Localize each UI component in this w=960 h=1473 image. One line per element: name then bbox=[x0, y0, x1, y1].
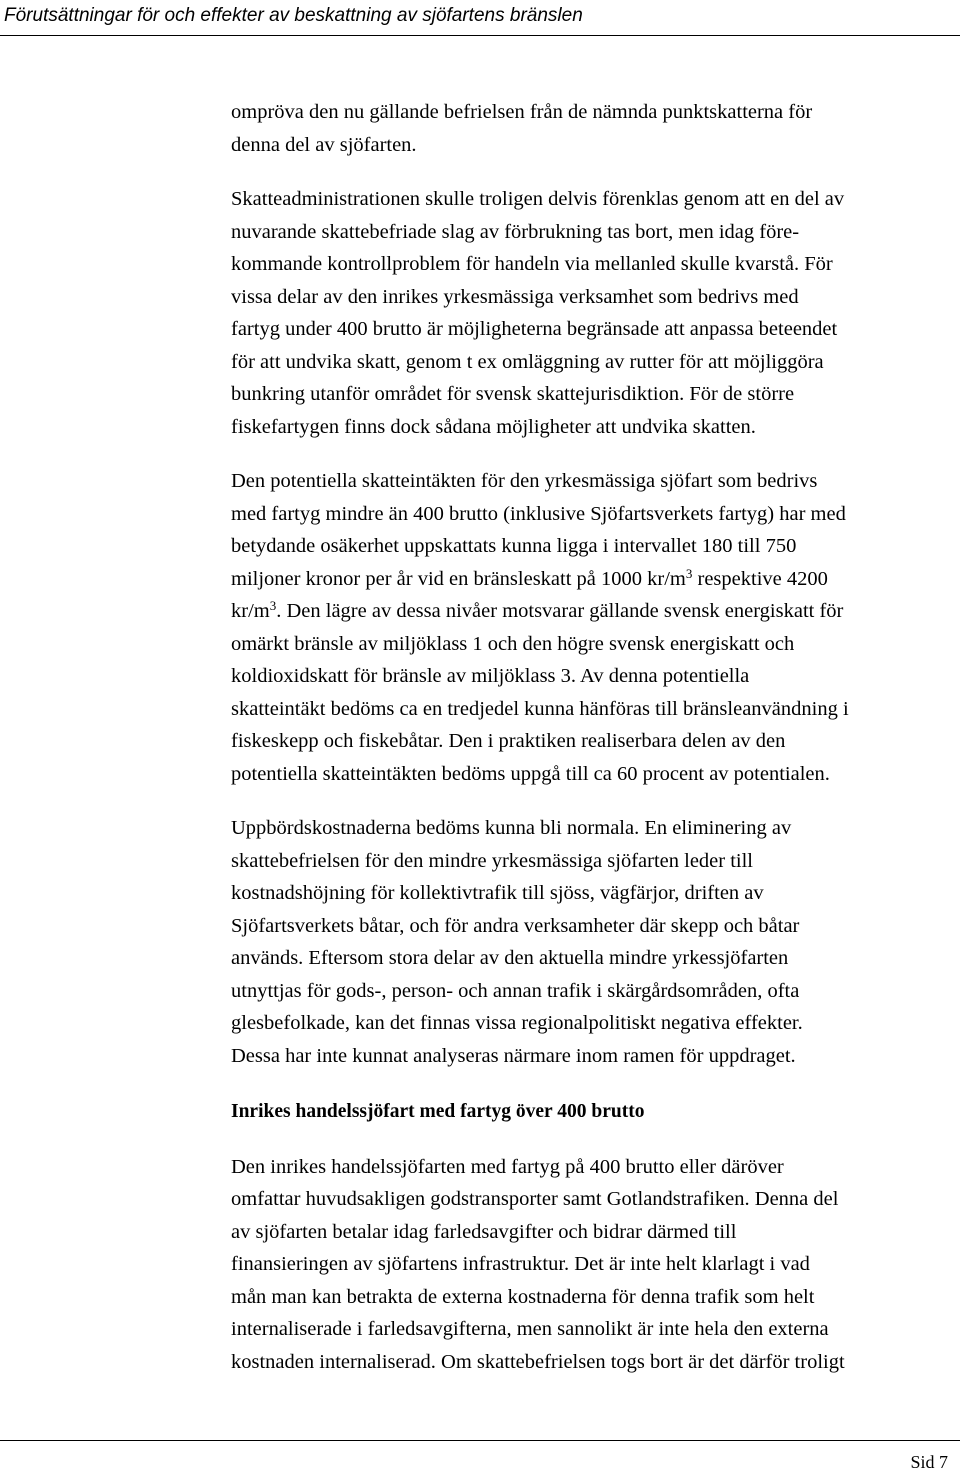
paragraph-tax-administration: Skatteadministrationen skulle troligen delvis förenklas genom att en del av nuvarande skattebefriade slag av förbrukning tas bort, men idag före- kommande kontrollproblem för handeln via mellanled skulle kvarstå. För vissa delar av den inrikes yrkesmässiga verksamhet som bedrivs med fartyg under 400 brutto är möjligheterna begränsade att anpassa beteendet för att undvika skatt, genom t ex omläggning av rutter för att möjliggöra bunkring utanför området för svensk skattejurisdiktion. För de större fiskefartygen finns dock sådana möjligheter att undvika skatten. bbox=[231, 188, 845, 438]
paragraph-potential-revenue bbox=[231, 465, 960, 790]
paragraph-text: respektive 4200 kr/m bbox=[231, 567, 828, 622]
paragraph-continuation: ompröva den nu gällande befrielsen från de nämnda punktskatterna för denna del av sjöfarten. bbox=[231, 101, 813, 156]
paragraph-text: Den potentiella skatteintäkten för den yrkesmässiga sjöfart som bedrivs med fartyg mindre än 400 brutto (inklusive Sjöfartsverkets fartyg) har med betydande osäkerhet uppskattats kunna ligga i intervallet 180 till 750 miljoner kronor per år vid en bränsleskatt på 1000 kr/m bbox=[231, 470, 846, 590]
paragraph-collection-costs: Uppbördskostnaderna bedöms kunna bli normala. En eliminering av skattebefrielsen för den mindre yrkesmässiga sjöfarten leder till kostnadshöjning för kollektivtrafik till sjöss, vägfärjor, driften av Sjöfartsverkets båtar, och för andra verksamheter där skepp och båtar används. Eftersom stora delar av den aktuella mindre yrkessjöfarten utnyttjas för gods-, person- och annan trafik i skärgårdsområden, ofta glesbefolkade, kan det finnas vissa regionalpolitiskt negativa effekter. Dessa har inte kunnat analyseras närmare inom ramen för uppdraget. bbox=[231, 817, 803, 1067]
superscript: 3 bbox=[269, 598, 277, 613]
page-footer bbox=[0, 1440, 960, 1471]
page-header bbox=[0, 0, 960, 36]
footer-divider bbox=[0, 1440, 960, 1441]
header-divider bbox=[0, 35, 960, 36]
paragraph-text: . Den lägre av dessa nivåer motsvarar gällande svensk energiskatt för omärkt bränsle av miljöklass 1 och den högre svensk energiskatt och koldioxidskatt för bränsle av miljöklass 3. Av denna potentiella skatteintäkt bedöms ca en tredjedel kunna hänföras till bränsleanvändning i fiskeskepp och fiskebåtar. Den i praktiken realiserbara delen av den potentiella skatteintäkten bedöms uppgå till ca 60 procent av potentialen. bbox=[231, 600, 849, 785]
section-heading: Inrikes handelssjöfart med fartyg över 400 brutto bbox=[231, 1101, 645, 1122]
paragraph-domestic-shipping: Den inrikes handelssjöfarten med fartyg på 400 brutto eller däröver omfattar huvudsakligen godstransporter samt Gotlandstrafiken. Denna del av sjöfarten betalar idag farledsavgifter och bidrar därmed till finansieringen av sjöfartens infrastruktur. Det är inte helt klarlagt i vad mån man kan betrakta de externa kostnaderna för denna trafik som helt internaliserade i farledsavgifterna, men sannolikt är inte hela den externa kostnaden internaliserad. Om skattebefrielsen togs bort är det därför troligt bbox=[231, 1155, 845, 1373]
running-header-title: Förutsättningar för och effekter av beskattning av sjöfartens bränslen bbox=[4, 5, 583, 26]
document-body bbox=[231, 96, 960, 1400]
page-number: Sid 7 bbox=[910, 1452, 948, 1472]
superscript: 3 bbox=[685, 565, 693, 581]
